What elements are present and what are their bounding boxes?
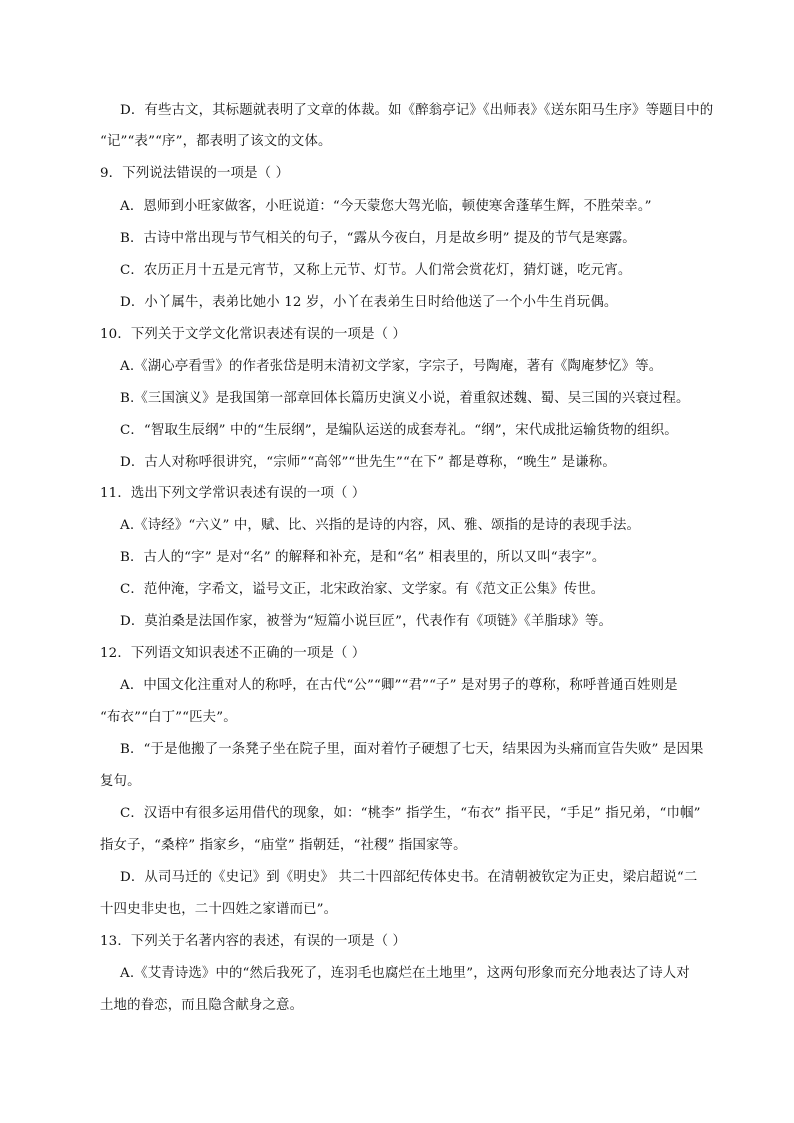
q8-option-d-line2: “记”“表”“序”，都表明了该文的文体。 bbox=[100, 134, 332, 149]
q13-stem: 13．下列关于名著内容的表述，有误的一项是（ ） bbox=[100, 934, 407, 949]
q11-option-c: C．范仲淹，字希文，谥号文正，北宋政治家、文学家。有《范文正公集》传世。 bbox=[120, 582, 605, 597]
q13-option-a-line2: 土地的眷恋，而且隐含献身之意。 bbox=[100, 998, 304, 1013]
q9-option-c: C．农历正月十五是元宵节，又称上元节、灯节。人们常会赏花灯，猜灯谜，吃元宵。 bbox=[120, 263, 632, 278]
q8-option-d-line1: D．有些古文，其标题就表明了文章的体裁。如《醉翁亭记》《出师表》《送东阳马生序》等题目中的 bbox=[120, 103, 714, 118]
q9-stem: 9．下列说法错误的一项是（ ） bbox=[100, 166, 290, 181]
q10-option-b: B.《三国演义》是我国第一部章回体长篇历史演义小说，着重叙述魏、蜀、吴三国的兴衰过程。 bbox=[120, 391, 690, 406]
q12-option-a-line1: A．中国文化注重对人的称呼，在古代“公”“卿”“君”“子” 是对男子的尊称，称呼普通百姓则是 bbox=[120, 678, 678, 693]
q10-option-d: D．古人对称呼很讲究，“宗师”“高邻”“世先生”“在下” 都是尊称，“晚生” 是谦称。 bbox=[120, 455, 616, 470]
q12-option-a-line2: “布衣”“白丁”“匹夫”。 bbox=[100, 710, 237, 725]
q12-stem: 12．下列语文知识表述不正确的一项是（ ） bbox=[100, 646, 366, 661]
q12-option-d-line1: D．从司马迁的《史记》到《明史》 共二十四部纪传体史书。在清朝被钦定为正史，梁启超说“二 bbox=[120, 870, 698, 885]
q10-option-c: C．“智取生辰纲” 中的“生辰纲”，是编队运送的成套寿礼。“纲”，宋代成批运输货物的组织。 bbox=[120, 423, 678, 438]
q10-option-a: A.《湖心亭看雪》的作者张岱是明末清初文学家，字宗子，号陶庵，著有《陶庵梦忆》等。 bbox=[120, 359, 663, 374]
q11-option-d: D．莫泊桑是法国作家，被誉为“短篇小说巨匠”，代表作有《项链》《羊脂球》等。 bbox=[120, 614, 613, 629]
q9-option-d: D．小丫属牛，表弟比她小 12 岁，小丫在表弟生日时给他送了一个小牛生肖玩偶。 bbox=[120, 295, 618, 310]
q11-option-b: B．古人的“字” 是对“名” 的解释和补充，是和“名” 相表里的，所以又叫“表字”。 bbox=[120, 550, 606, 565]
q12-option-c-line2: 指女子，“桑梓” 指家乡，“庙堂” 指朝廷，“社稷” 指国家等。 bbox=[100, 838, 467, 853]
q12-option-d-line2: 十四史非史也，二十四姓之家谱而已”。 bbox=[100, 902, 338, 917]
q11-option-a: A.《诗经》“六义” 中，赋、比、兴指的是诗的内容，风、雅、颂指的是诗的表现手法。 bbox=[120, 518, 641, 533]
q12-option-c-line1: C．汉语中有很多运用借代的现象，如：“桃李” 指学生，“布衣” 指平民，“手足” 指兄弟，“巾帼” bbox=[120, 806, 701, 821]
q11-stem: 11．选出下列文学常识表述有误的一项（ ） bbox=[100, 486, 366, 501]
q10-stem: 10．下列关于文学文化常识表述有误的一项是（ ） bbox=[100, 327, 407, 342]
q9-option-b: B．古诗中常出现与节气相关的句子，“露从今夜白，月是故乡明” 提及的节气是寒露。 bbox=[120, 231, 636, 246]
q12-option-b-line1: B．“于是他搬了一条凳子坐在院子里，面对着竹子硬想了七天，结果因为头痛而宣告失败” 是因果 bbox=[120, 742, 704, 757]
q9-option-a: A．恩师到小旺家做客，小旺说道：“今天蒙您大驾光临，顿使寒舍蓬荜生辉，不胜荣幸。” bbox=[120, 199, 652, 214]
q13-option-a-line1: A.《艾青诗选》中的“然后我死了，连羽毛也腐烂在土地里”，这两句形象而充分地表达了诗人对 bbox=[120, 966, 690, 981]
q12-option-b-line2: 复句。 bbox=[100, 774, 141, 789]
